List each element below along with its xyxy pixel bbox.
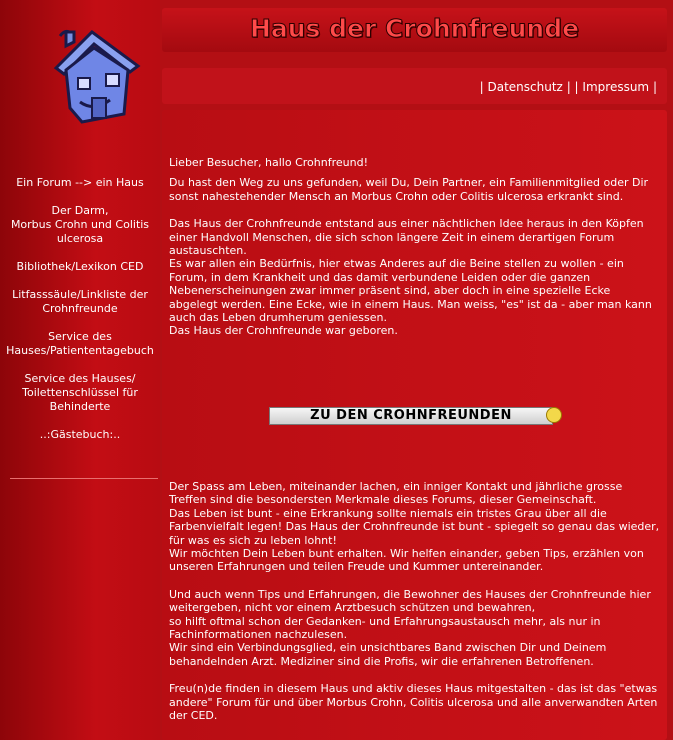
nav-litfasssaeule[interactable]: Litfasssäule/Linkliste der Crohnfreunde <box>12 288 148 315</box>
sidebar-divider <box>10 478 158 479</box>
banner-button[interactable]: ZU DEN CROHNFREUNDEN <box>269 407 553 425</box>
intro-text <box>169 156 661 338</box>
sidebar-nav <box>0 176 160 456</box>
link-separator: | <box>652 80 657 94</box>
main-content <box>162 110 667 740</box>
link-separator: | | <box>566 80 579 94</box>
sidebar <box>0 0 160 740</box>
paragraph: Und auch wenn Tips und Erfahrungen, die Bewohner des Hauses der Crohnfreunde hier weitergeben, nicht vor einem Arztbesuch schützen und bewahren, <box>169 587 651 615</box>
link-separator: | <box>479 80 484 94</box>
paragraph: Es war allen ein Bedürfnis, hier etwas Anderes auf die Beine stellen zu wollen - ein Forum, in dem Krankheit und das damit verbundene Leiden oder die ganzen Nebenerscheinungen zwar immer präsent sind, aber doch in eine spezielle Ecke abgelegt werden. Eine Ecke, wie in einem Haus. Man weiss, "es" ist da - aber man kann auch das Leben drumherum geniessen. <box>169 257 652 325</box>
paragraph: Der Spass am Leben, miteinander lachen, ein inniger Kontakt und jährliche grosse Treffen sind die besondersten Merkmale dieses Forums, dieser Gemeinschaft. <box>169 480 623 507</box>
paragraph: Freu(n)de finden in diesem Haus und aktiv dieses Haus mitgestalten - das ist das "etwas andere" Forum für und über Morbus Crohn, Colitis ulcerosa und alle anverwandten Arten der CED. <box>169 682 658 723</box>
impressum-link[interactable]: Impressum <box>582 80 650 94</box>
site-title: Haus der Crohnfreunde <box>249 14 580 43</box>
house-logo-icon[interactable] <box>52 18 142 128</box>
paragraph: Das Haus der Crohnfreunde war geboren. <box>169 324 398 338</box>
greeting: Lieber Besucher, hallo Crohnfreund! <box>169 156 368 169</box>
nav-bibliothek[interactable]: Bibliothek/Lexikon CED <box>16 260 144 273</box>
smiley-icon <box>546 407 562 423</box>
paragraph: Du hast den Weg zu uns gefunden, weil Du, Dein Partner, ein Familienmitglied oder Dir sonst nahestehender Mensch an Morbus Crohn oder Colitis ulcerosa erkrankt sind. <box>169 176 649 203</box>
paragraph: so hilft oftmal schon der Gedanken- und Erfahrungsaustausch mehr, als nur in Fachinformationen nachzulesen. <box>169 614 601 642</box>
paragraph: Das Leben ist bunt - eine Erkrankung sollte niemals ein tristes Grau über all die Farbenvielfalt legen! Das Haus der Crohnfreunde ist bunt - spiegelt so genau das wieder, für was es sich zu leben lohnt! <box>169 506 660 547</box>
paragraph: Wir sind ein Verbindungsglied, ein unsichtbares Band zwischen Dir und Deinem behandelnden Arzt. Mediziner sind die Profis, wir die erfahrenen Betroffenen. <box>169 641 607 668</box>
top-links <box>480 80 657 94</box>
nav-forum[interactable]: Ein Forum --> ein Haus <box>16 176 144 189</box>
nav-service-toilette[interactable]: Service des Hauses/ Toilettenschlüssel für Behinderte <box>22 372 138 413</box>
forum-banner[interactable] <box>269 404 553 425</box>
nav-service-tagebuch[interactable]: Service des Hauses/Patiententagebuch <box>6 330 154 357</box>
datenschutz-link[interactable]: Datenschutz <box>487 80 563 94</box>
top-link-bar <box>162 68 667 104</box>
paragraph: Das Haus der Crohnfreunde entstand aus einer nächtlichen Idee heraus in den Köpfen einer Handvoll Menschen, die sich schon längere Zeit in einem derartigen Forum austauschten. <box>169 217 644 258</box>
site-header <box>162 8 667 52</box>
nav-darm[interactable]: Der Darm, Morbus Crohn und Colitis ulcerosa <box>10 204 150 245</box>
nav-gaestebuch[interactable]: ..:Gästebuch:.. <box>39 428 121 441</box>
paragraph: Wir möchten Dein Leben bunt erhalten. Wir helfen einander, geben Tips, erzählen von unseren Erfahrungen und teilen Freude und Kummer untereinander. <box>169 547 644 574</box>
body-text <box>169 480 661 723</box>
